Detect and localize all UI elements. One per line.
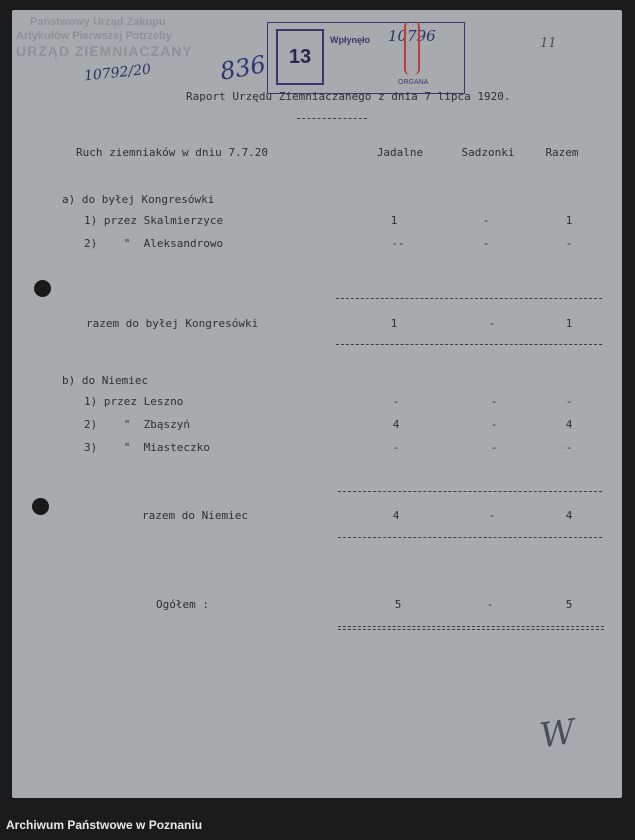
row-sadzonki: - bbox=[482, 214, 490, 227]
handwritten-code: 836 bbox=[217, 50, 268, 86]
row-label: 2) " Aleksandrowo bbox=[84, 237, 224, 250]
col-header-razem: Razem bbox=[545, 146, 579, 159]
row-sadzonki: - bbox=[482, 237, 490, 250]
total-razem: 5 bbox=[565, 598, 573, 611]
footer-text: Archiwum Państwowe w Poznaniu bbox=[6, 818, 203, 832]
document-page bbox=[12, 10, 622, 798]
institution-stamp-line1: Państwowy Urząd Zakupu bbox=[30, 16, 166, 28]
row-sadzonki: - bbox=[490, 395, 498, 408]
handwritten-ref-left: 10792/20 bbox=[83, 61, 152, 85]
total-double-line bbox=[338, 629, 604, 630]
separator-line bbox=[338, 537, 602, 538]
row-label: 3) " Miasteczko bbox=[84, 441, 210, 454]
col-header-jadalne: Jadalne bbox=[376, 146, 424, 159]
title-underline bbox=[297, 118, 367, 119]
stamp-label: Wpłynęło bbox=[330, 35, 370, 45]
separator-line bbox=[336, 298, 602, 299]
row-label: 2) " Zbąszyń bbox=[84, 418, 190, 431]
row-sadzonki: - bbox=[490, 418, 498, 431]
row-jadalne: 4 bbox=[392, 418, 400, 431]
row-jadalne: - bbox=[392, 441, 400, 454]
row-label: 1) przez Leszno bbox=[84, 395, 184, 408]
header-label: Ruch ziemniaków w dniu 7.7.20 bbox=[76, 146, 269, 159]
total-sadzonki: - bbox=[486, 598, 494, 611]
subtotal-razem: 4 bbox=[565, 509, 573, 522]
punch-hole bbox=[32, 498, 49, 515]
signature: W bbox=[537, 711, 578, 757]
subtotal-sadzonki: - bbox=[488, 317, 496, 330]
separator-line bbox=[338, 491, 602, 492]
institution-stamp-line2: Artykułów Pierwszej Potrzeby bbox=[16, 30, 172, 42]
row-sadzonki: - bbox=[490, 441, 498, 454]
subtotal-jadalne: 4 bbox=[392, 509, 400, 522]
subtotal-jadalne: 1 bbox=[390, 317, 398, 330]
subtotal-label: razem do byłej Kongresówki bbox=[86, 317, 259, 330]
row-razem: - bbox=[565, 441, 573, 454]
total-jadalne: 5 bbox=[394, 598, 402, 611]
separator-line bbox=[336, 344, 602, 345]
row-razem: 1 bbox=[565, 214, 573, 227]
row-jadalne: -- bbox=[391, 237, 405, 250]
subtotal-label: razem do Niemiec bbox=[142, 509, 248, 522]
punch-hole bbox=[34, 280, 51, 297]
row-razem: 4 bbox=[565, 418, 573, 431]
col-header-sadzonki: Sadzonki bbox=[461, 146, 515, 159]
row-razem: - bbox=[565, 395, 573, 408]
receipt-stamp bbox=[267, 22, 465, 94]
archive-footer bbox=[0, 808, 635, 840]
page-number: 11 bbox=[540, 36, 557, 51]
stamp-number-box: 13 bbox=[276, 29, 324, 85]
row-label: 1) przez Skalmierzyce bbox=[84, 214, 224, 227]
red-pencil-mark bbox=[404, 21, 420, 75]
section-b-title: b) do Niemiec bbox=[62, 374, 149, 387]
report-title: Raport Urzędu Ziemniaczanego z dnia 7 lipca 1920. bbox=[186, 90, 511, 103]
row-razem: - bbox=[565, 237, 573, 250]
row-jadalne: - bbox=[392, 395, 400, 408]
row-jadalne: 1 bbox=[390, 214, 398, 227]
stamp-handwritten-ref: 10796 bbox=[388, 27, 436, 45]
subtotal-sadzonki: - bbox=[488, 509, 496, 522]
total-label: Ogółem : bbox=[156, 598, 209, 611]
section-a-title: a) do byłej Kongresówki bbox=[62, 193, 215, 206]
institution-stamp-line3: URZĄD ZIEMNIACZANY bbox=[16, 43, 193, 59]
stamp-small-text: ORGANA bbox=[398, 79, 429, 86]
total-double-line bbox=[338, 626, 604, 627]
subtotal-razem: 1 bbox=[565, 317, 573, 330]
